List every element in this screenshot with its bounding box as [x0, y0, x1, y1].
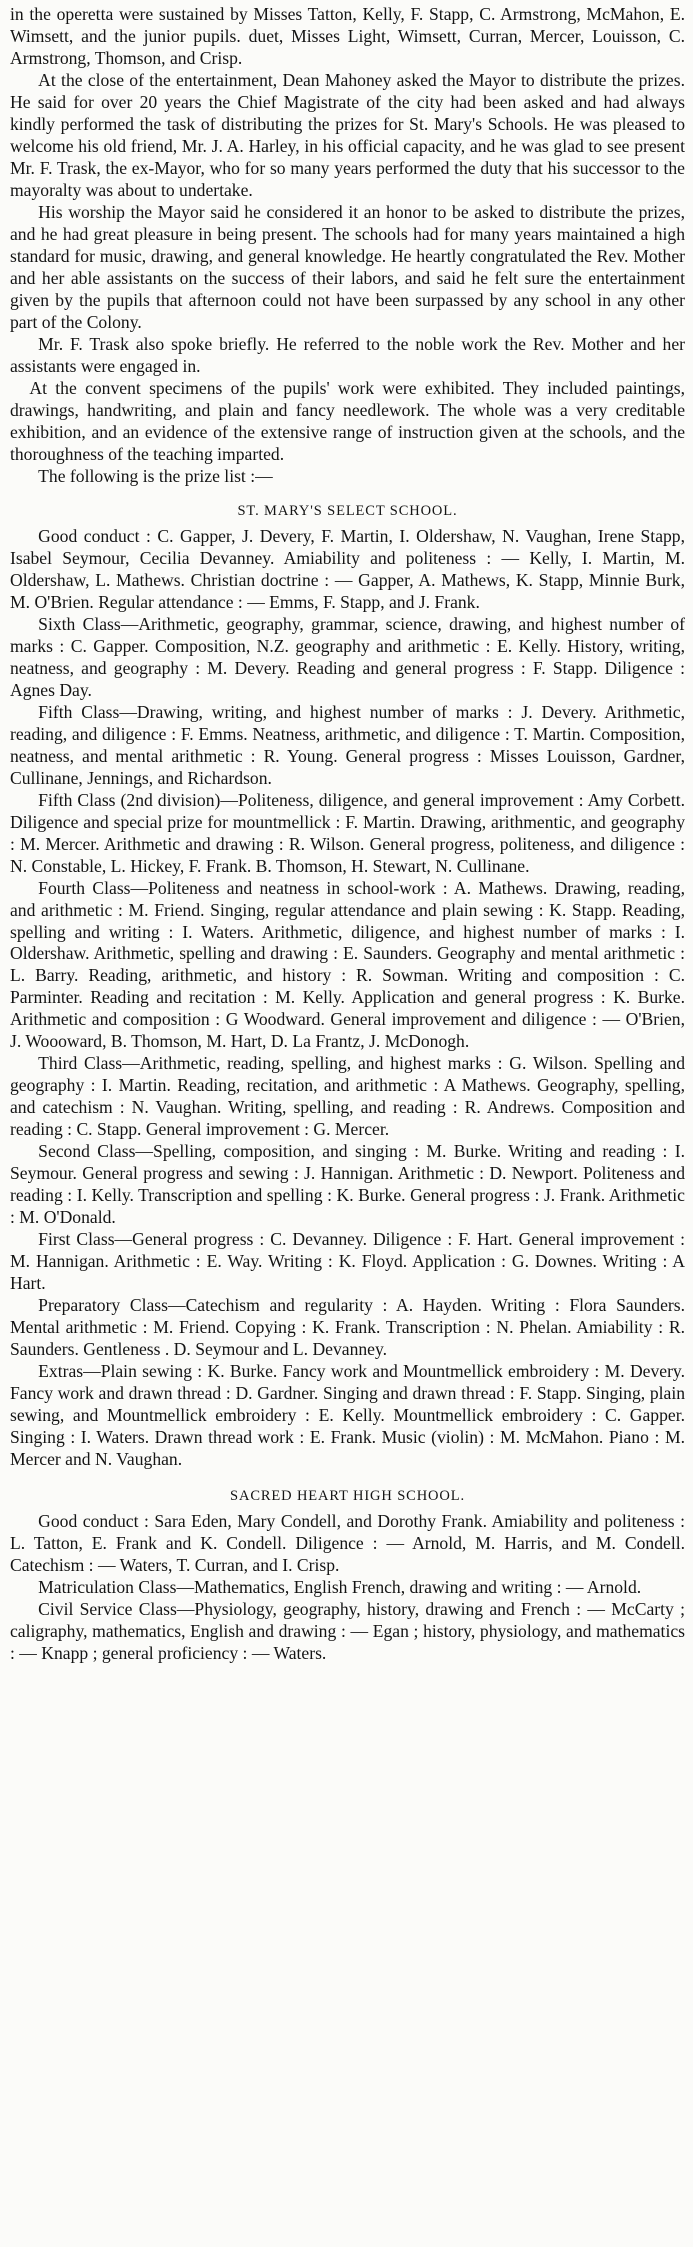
prize-paragraph-fourth-class: Fourth Class—Politeness and neatness in school-work : A. Mathews. Drawing, reading, and arithmetic : M. Friend. Singing, regular attendance and plain sewing : K. Stapp. Reading, spelling and writing : I. Waters. Arithmetic, diligence, and highest number of marks : I. Oldershaw. Arithmetic, spelling and drawing : E. Saunders. Geography and mental arithmetic : L. Barry. Reading, arithmetic, and history : R. Sowman. Writing and composition : C. Parminter. Reading and recitation : M. Kelly. Application and general progress : K. Burke. Arithmetic and composition : G Woodward. General improvement and diligence : — O'Brien, J. Woooward, B. Thomson, M. Hart, D. La Frantz, J. McDonogh.: [10, 877, 685, 1052]
prize-paragraph-preparatory-class: Preparatory Class—Catechism and regularity : A. Hayden. Writing : Flora Saunders. Mental arithmetic : M. Friend. Copying : K. Frank. Transcription : N. Phelan. Amiability : R. Saunders. Gentleness . D. Seymour and L. Devanney.: [10, 1295, 685, 1360]
prize-paragraph-second-class: Second Class—Spelling, composition, and singing : M. Burke. Writing and reading : I. Seymour. General progress and sewing : J. Hannigan. Arithmetic : D. Newport. Politeness and reading : I. Kelly. Transcription and spelling : K. Burke. General progress : J. Frank. Arithmetic : M. O'Donald.: [10, 1141, 685, 1228]
prize-paragraph-first-class: First Class—General progress : C. Devanney. Diligence : F. Hart. General improvement : M. Hannigan. Arithmetic : E. Way. Writing : K. Floyd. Application : G. Downes. Writing : A Hart.: [10, 1229, 685, 1294]
section-heading-sacred-heart: SACRED HEART HIGH SCHOOL.: [230, 1488, 465, 1505]
section-heading-st-marys: ST. MARY'S SELECT SCHOOL.: [237, 502, 458, 519]
prize-paragraph-fifth-class-2nd-division: Fifth Class (2nd division)—Politeness, diligence, and general improvement : Amy Corbett. Diligence and special prize for mountmellick : F. Martin. Drawing, arithmentic, and geography : M. Mercer. Arithmetic and drawing : R. Wilson. General progress, politeness, and diligence : N. Constable, L. Hickey, F. Frank. B. Thomson, H. Stewart, N. Cullinane.: [10, 789, 685, 876]
paragraph-mayor-speech: His worship the Mayor said he considered it an honor to be asked to distribute the prizes, and he had great pleasure in being present. The schools had for many years maintained a high standard for music, drawing, and general knowledge. He heartly congratulated the Rev. Mother and her able assistants on the success of their labors, and said he felt sure the entertainment given by the pupils that afternoon could not have been surpassed by any school in any other part of the Colony.: [10, 201, 685, 332]
prize-paragraph-third-class: Third Class—Arithmetic, reading, spelling, and highest marks : G. Wilson. Spelling and geography : I. Martin. Reading, recitation, and arithmetic : A Mathews. Geography, spelling, and catechism : N. Vaughan. Writing, spelling, and reading : R. Andrews. Composition and reading : C. Stapp. General improvement : G. Mercer.: [10, 1053, 685, 1140]
prize-paragraph-matriculation-class: Matriculation Class—Mathematics, English French, drawing and writing : — Arnold.: [38, 1577, 642, 1598]
prize-paragraph-good-conduct: Good conduct : C. Gapper, J. Devery, F. Martin, I. Oldershaw, N. Vaughan, Irene Stapp, Isabel Seymour, Cecilia Devanney. Amiability and politeness : — Kelly, I. Martin, M. Oldershaw, L. Mathews. Christian doctrine : — Gapper, A. Mathews, K. Stapp, Minnie Burk, M. O'Brien. Regular attendance : — Emms, F. Stapp, and J. Frank.: [10, 525, 685, 612]
paragraph-exhibition: At the convent specimens of the pupils' work were exhibited. They included paintings, drawings, handwriting, and plain and fancy needlework. The whole was a very creditable exhibition, and an evidence of the extensive range of instruction given at the schools, and the thoroughness of the teaching imparted.: [10, 377, 685, 464]
prize-paragraph-civil-service-class: Civil Service Class—Physiology, geography, history, drawing and French : — McCarty ; caligraphy, mathematics, English and drawing : — Egan ; history, physiology, and mathematics : — Knapp ; general proficiency : — Waters.: [10, 1599, 685, 1664]
paragraph-prize-list-intro: The following is the prize list :—: [38, 465, 273, 486]
paragraph-operetta-cast: in the operetta were sustained by Misses Tatton, Kelly, F. Stapp, C. Armstrong, McMahon, E. Wimsett, and the junior pupils. duet, Misses Light, Wimsett, Curran, Mercer, Louisson, C. Armstrong, Thomson, and Crisp.: [10, 4, 685, 68]
paragraph-trask-speech: Mr. F. Trask also spoke briefly. He referred to the noble work the Rev. Mother and her assistants were engaged in.: [10, 333, 685, 376]
prize-paragraph-sacred-heart-good-conduct: Good conduct : Sara Eden, Mary Condell, and Dorothy Frank. Amiability and politeness : L. Tatton, E. Frank and K. Condell. Diligence : — Arnold, M. Harris, and M. Condell. Catechism : — Waters, T. Curran, and I. Crisp.: [10, 1511, 685, 1576]
prize-paragraph-extras: Extras—Plain sewing : K. Burke. Fancy work and Mountmellick embroidery : M. Devery. Fancy work and drawn thread : D. Gardner. Singing and drawn thread : F. Stapp. Singing, plain sewing, and Mountmellick embroidery : E. Kelly. Mountmellick embroidery : C. Gapper. Singing : I. Waters. Drawn thread work : E. Frank. Music (violin) : M. McMahon. Piano : M. Mercer and N. Vaughan.: [10, 1361, 685, 1470]
paragraph-dean-mahoney: At the close of the entertainment, Dean Mahoney asked the Mayor to distribute the prizes. He said for over 20 years the Chief Magistrate of the city had been asked and had always kindly performed the task of distributing the prizes for St. Mary's Schools. He was pleased to welcome his old friend, Mr. J. A. Harley, in his official capacity, and he was glad to see present Mr. F. Trask, the ex-Mayor, who for so many years performed the duty that his successor to the mayoralty was about to undertake.: [10, 69, 685, 200]
prize-paragraph-fifth-class: Fifth Class—Drawing, writing, and highest number of marks : J. Devery. Arithmetic, reading, and diligence : F. Emms. Neatness, arithmetic, and diligence : T. Martin. Composition, neatness, and mental arithmetic : R. Young. General progress : Misses Louisson, Gardner, Cullinane, Jennings, and Richardson.: [10, 701, 685, 788]
prize-paragraph-sixth-class: Sixth Class—Arithmetic, geography, grammar, science, drawing, and highest number of marks : C. Gapper. Composition, N.Z. geography and arithmetic : E. Kelly. History, writing, neatness, and geography : M. Devery. Reading and general progress : F. Stapp. Diligence : Agnes Day.: [10, 613, 685, 700]
